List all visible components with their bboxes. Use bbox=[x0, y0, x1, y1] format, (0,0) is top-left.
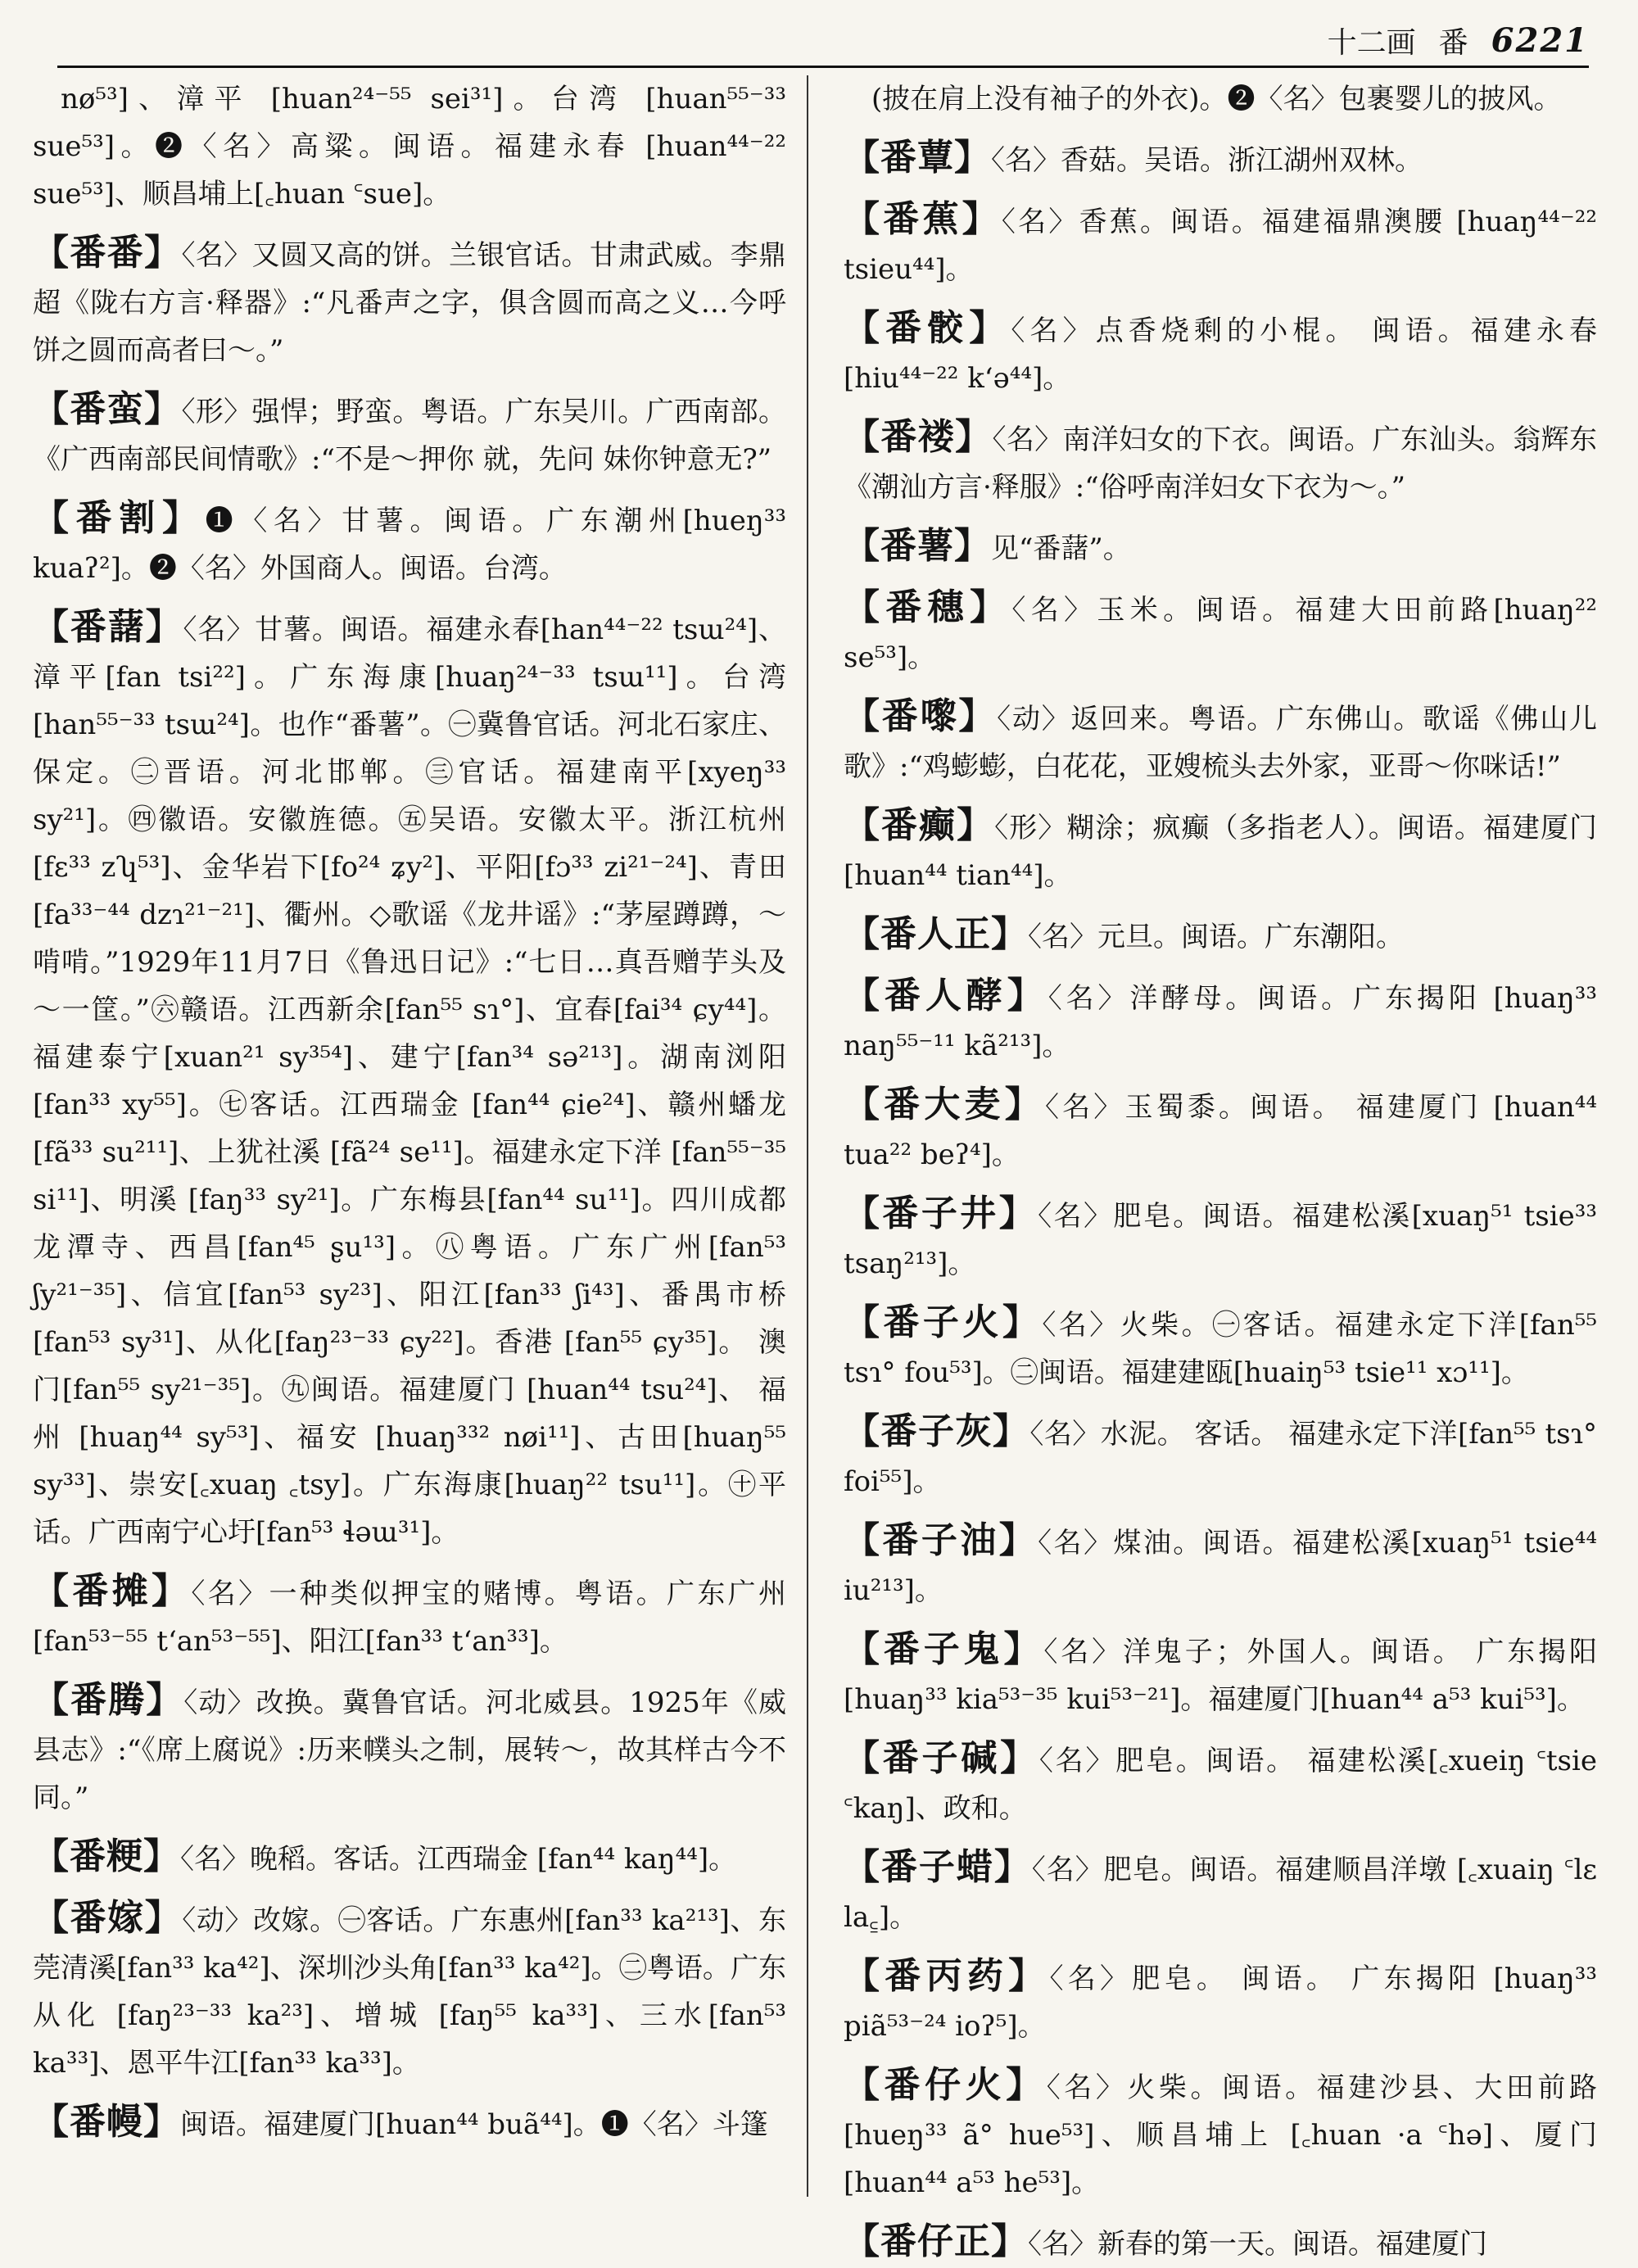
dictionary-entry bbox=[844, 134, 1597, 184]
dictionary-entry bbox=[844, 972, 1597, 1070]
entry-definition: 〈名〉元旦。闽语。广东潮阳。 bbox=[1028, 921, 1404, 953]
entry-definition: 〈名〉又圆又高的饼。兰银官话。甘肃武威。李鼎超《陇右方言·释器》:“凡番声之字，俱含圆而高之义…今呼饼之圆而高者曰～。” bbox=[33, 239, 787, 367]
dictionary-entry bbox=[33, 386, 786, 483]
entry-headword: 【番幔】 bbox=[33, 2101, 180, 2143]
dictionary-entry bbox=[844, 414, 1597, 511]
entry-headword: 【番摊】 bbox=[33, 1570, 192, 1612]
dictionary-entry bbox=[844, 802, 1597, 899]
dictionary-entry bbox=[844, 1190, 1597, 1288]
entry-definition: 〈动〉改嫁。㊀客话。广东惠州[fan³³ ka²¹³]、东莞清溪[fan³³ ka⁴²]、深圳沙头角[fan³³ ka⁴²]。㊁粤语。广东从化 [faŋ²³⁻³³ ka²³]、增城 [faŋ⁵⁵ ka³³]、三水[fan⁵³ ka³³]、恩平牛江[fan³³ ka³³]。 bbox=[33, 1904, 786, 2080]
dictionary-entry bbox=[844, 693, 1597, 790]
dictionary-entry bbox=[844, 305, 1597, 402]
dictionary-entry bbox=[844, 1735, 1597, 1832]
dictionary-entry bbox=[844, 1844, 1597, 1941]
entry-headword: 【番番】 bbox=[33, 232, 182, 274]
entry-definition: 〈名〉肥皂。 闽语。 广东揭阳 [huaŋ³³ piã⁵³⁻²⁴ ioʔ⁵]。 bbox=[844, 1962, 1597, 2043]
entry-headword: 【番穗】 bbox=[844, 586, 1012, 628]
entry-headword: 【番子鬼】 bbox=[844, 1628, 1044, 1670]
entry-definition: 〈名〉洋酵母。闽语。广东揭阳 [huaŋ³³ naŋ⁵⁵⁻¹¹ kã²¹³]。 bbox=[844, 982, 1598, 1062]
entry-definition: 〈名〉南洋妇女的下衣。闽语。广东汕头。翁辉东《潮汕方言·释服》:“俗呼南洋妇女下衣为～。” bbox=[844, 423, 1598, 504]
continued-text bbox=[33, 75, 786, 218]
dictionary-entry bbox=[844, 523, 1597, 573]
right-column bbox=[844, 75, 1598, 2262]
dictionary-entry bbox=[844, 1517, 1597, 1614]
section-label: 十二画 bbox=[1327, 25, 1416, 60]
entry-headword: 【番人酵】 bbox=[844, 975, 1048, 1016]
entry-headword: 【番子碱】 bbox=[844, 1737, 1039, 1779]
entry-definition: 〈动〉改换。冀鲁官话。河北威县。1925年《威县志》:“《席上腐说》:历来幞头之制，展转～，故其样古今不同。” bbox=[33, 1686, 787, 1814]
entry-headword: 【番癫】 bbox=[844, 804, 995, 846]
entry-headword: 【番割】 bbox=[33, 497, 206, 539]
entry-definition: 〈名〉肥皂。闽语。 福建松溪[꜀xueiŋ ꜂tsie ꜂kaŋ]、政和。 bbox=[844, 1745, 1598, 1825]
dictionary-entry bbox=[33, 495, 786, 592]
dictionary-entry bbox=[844, 2218, 1597, 2268]
entry-definition: nø⁵³]、漳平 [huan²⁴⁻⁵⁵ sei³¹]。台湾 [huan⁵⁵⁻³³ sue⁵³]。❷〈名〉高粱。闽语。福建永春 [huan⁴⁴⁻²² sue⁵³]、顺昌埔上[꜀huan ꜂sue]。 bbox=[33, 83, 786, 211]
entry-headword: 【番嫁】 bbox=[33, 1897, 183, 1939]
dictionary-entry bbox=[33, 1833, 786, 1883]
entry-definition: 〈名〉新春的第一天。闽语。福建厦门 bbox=[1028, 2228, 1487, 2261]
entry-headword: 【番人正】 bbox=[844, 913, 1028, 955]
dictionary-entry bbox=[844, 1953, 1597, 2050]
entry-definition: 〈名〉玉蜀黍。闽语。 福建厦门 [huan⁴⁴ tua²² beʔ⁴]。 bbox=[844, 1091, 1598, 1171]
entry-headword: 【番蕉】 bbox=[844, 198, 1002, 240]
radical-label: 番 bbox=[1438, 25, 1468, 60]
entry-headword: 【番嚟】 bbox=[844, 695, 998, 737]
entry-headword: 【番腾】 bbox=[33, 1679, 184, 1721]
entry-headword: 【番粳】 bbox=[33, 1836, 180, 1877]
entry-headword: 【番蛮】 bbox=[33, 388, 182, 430]
entry-headword: 【番子井】 bbox=[844, 1193, 1038, 1234]
dictionary-entry bbox=[844, 1081, 1597, 1179]
entry-definition: 〈形〉糊涂；疯癫（多指老人）。闽语。福建厦门 [huan⁴⁴ tian⁴⁴]。 bbox=[844, 812, 1598, 892]
entry-headword: 【番子火】 bbox=[844, 1301, 1043, 1343]
dictionary-entry bbox=[844, 1626, 1597, 1723]
entry-definition: 闽语。福建厦门[huan⁴⁴ buã⁴⁴]。❶〈名〉斗篷 bbox=[180, 2108, 768, 2141]
entry-headword: 【番仔火】 bbox=[844, 2064, 1047, 2106]
entry-definition: 〈名〉煤油。闽语。福建松溪[xuaŋ⁵¹ tsie⁴⁴ iu²¹³]。 bbox=[844, 1527, 1598, 1607]
entry-definition: 〈动〉返回来。粤语。广东佛山。歌谣《佛山儿歌》:“鸡蟛蟛，白花花，亚嫂梳头去外家，亚哥～你咪话!” bbox=[844, 703, 1598, 783]
dictionary-entry bbox=[844, 1299, 1597, 1397]
entry-definition: 〈名〉水泥。 客话。 福建永定下洋[fan⁵⁵ tsɿ° foi⁵⁵]。 bbox=[844, 1418, 1598, 1498]
entry-headword: 【番褛】 bbox=[844, 416, 993, 458]
left-column bbox=[33, 75, 786, 2197]
dictionary-entry bbox=[844, 196, 1597, 293]
column-divider bbox=[807, 75, 808, 2197]
entry-headword: 【番子油】 bbox=[844, 1519, 1038, 1561]
dictionary-entry bbox=[33, 604, 786, 1556]
entry-definition: 〈名〉甘薯。闽语。福建永春[han⁴⁴⁻²² tsɯ²⁴]、漳平[fan tsi²²]。广东海康[huaŋ²⁴⁻³³ tsɯ¹¹]。台湾[han⁵⁵⁻³³ tsɯ²⁴]。也作“番薯”。㊀冀鲁官话。河北石家庄、保定。㊁晋语。河北邯郸。㊂官话。福建南平[xyeŋ³³ sy²¹]。㊃徽语。安徽旌德。㊄吴语。安徽太平。浙江杭州[fɛ³³ zʮ⁵³]、金华岩下[fo²⁴ ʑy²]、平阳[fɔ³³ zi²¹⁻²⁴]、青田[fa³³⁻⁴⁴ dzɿ²¹⁻²¹]、衢州。◇歌谣《龙井谣》:“茅屋蹲蹲，～啃啃。”1929年11月7日《鲁迅日记》:“七日…真吾赠芋头及～一筐。”㊅赣语。江西新余[fan⁵⁵ sɿ°]、宜春[fai³⁴ ɕy⁴⁴]。福建泰宁[xuan²¹ sy³⁵⁴]、建宁[fan³⁴ sə²¹³]。湖南浏阳 [fan³³ xy⁵⁵]。㊆客话。江西瑞金 [fan⁴⁴ ɕie²⁴]、赣州蟠龙 [fã³³ su²¹¹]、上犹社溪 [fã²⁴ se¹¹]。福建永定下洋 [fan⁵⁵⁻³⁵ si¹¹]、明溪 [faŋ³³ sy²¹]。广东梅县[fan⁴⁴ su¹¹]。四川成都龙潭寺、西昌[fan⁴⁵ ʂu¹³]。㊇粤语。广东广州[fan⁵³ ʃy²¹⁻³⁵]、信宜[fan⁵³ sy²³]、阳江[fan³³ ʃi⁴³]、番禺市桥[fan⁵³ sy³¹]、从化[faŋ²³⁻³³ ɕy²²]。香港 [fan⁵⁵ ɕy³⁵]。 澳门[fan⁵⁵ sy²¹⁻³⁵]。㊈闽语。福建厦门 [huan⁴⁴ tsu²⁴]、 福州 [huaŋ⁴⁴ sy⁵³]、福安 [huaŋ³³² nøi¹¹]、古田[huaŋ⁵⁵ sy³³]、崇安[꜀xuaŋ ꜀tsy]。广东海康[huaŋ²² tsu¹¹]。㊉平话。广西南宁心圩[fan⁵³ ɬəɯ³¹]。 bbox=[33, 613, 787, 1549]
dictionary-entry bbox=[33, 229, 786, 374]
entry-definition: 〈名〉肥皂。闽语。福建顺昌洋墩 [꜀xuaiŋ ꜂lɛ la꜁]。 bbox=[844, 1854, 1598, 1934]
entry-headword: 【番大麦】 bbox=[844, 1084, 1045, 1125]
dictionary-entry bbox=[33, 1568, 786, 1665]
entry-headword: 【番藷】 bbox=[33, 606, 183, 648]
entry-headword: 【番蕈】 bbox=[844, 137, 991, 179]
entry-definition: 〈名〉火柴。闽语。福建沙县、大田前路 [hueŋ³³ ã° hue⁵³]、顺昌埔上 [꜀huan ·a ꜂hə]、厦门[huan⁴⁴ a⁵³ he⁵³]。 bbox=[844, 2071, 1598, 2199]
dictionary-entry bbox=[844, 2062, 1597, 2207]
entry-definition: 〈名〉玉米。闽语。福建大田前路[huaŋ²² se⁵³]。 bbox=[844, 594, 1597, 674]
entry-headword: 【番仔正】 bbox=[844, 2220, 1028, 2262]
entry-definition: (披在肩上没有袖子的外衣)。❷〈名〉包裹婴儿的披风。 bbox=[871, 83, 1562, 115]
dictionary-entry bbox=[844, 1408, 1597, 1505]
entry-headword: 【番子蜡】 bbox=[844, 1846, 1032, 1888]
entry-definition: 〈名〉肥皂。闽语。福建松溪[xuaŋ⁵¹ tsie³³ tsaŋ²¹³]。 bbox=[844, 1200, 1598, 1280]
entry-headword: 【番丙药】 bbox=[844, 1955, 1050, 1997]
entry-definition: ❶〈名〉甘薯。闽语。广东潮州[hueŋ³³ kuaʔ²]。❷〈名〉外国商人。闽语。台湾。 bbox=[33, 505, 786, 585]
dictionary-entry bbox=[844, 584, 1597, 681]
entry-definition: 〈名〉晚稻。客话。江西瑞金 [fan⁴⁴ kaŋ⁴⁴]。 bbox=[180, 1843, 737, 1876]
entry-definition: 〈名〉一种类似押宝的赌博。粤语。广东广州[fan⁵³⁻⁵⁵ t‘an⁵³⁻⁵⁵]、阳江[fan³³ t‘an³³]。 bbox=[33, 1578, 787, 1658]
entry-headword: 【番骹】 bbox=[844, 307, 1011, 349]
entry-definition: 〈名〉火柴。㊀客话。福建永定下洋[fan⁵⁵ tsɿ° fou⁵³]。㊁闽语。福建建瓯[huaiŋ⁵³ tsie¹¹ xɔ¹¹]。 bbox=[844, 1309, 1598, 1389]
entry-definition: 见“番藷”。 bbox=[991, 532, 1131, 565]
page-header bbox=[57, 15, 1589, 66]
dictionary-entry bbox=[844, 911, 1597, 961]
page-number: 6221 bbox=[1491, 20, 1589, 60]
entry-headword: 【番薯】 bbox=[844, 525, 991, 567]
entry-headword: 【番子灰】 bbox=[844, 1410, 1030, 1452]
continued-text bbox=[844, 75, 1597, 123]
dictionary-entry bbox=[33, 2098, 786, 2148]
dictionary-entry bbox=[33, 1677, 786, 1822]
entry-definition: 〈形〉强悍；野蛮。粤语。广东吴川。广西南部。《广西南部民间情歌》:“不是～押你 就，先问 妹你钟意无?” bbox=[33, 396, 787, 476]
dictionary-entry bbox=[33, 1895, 786, 2087]
entry-definition: 〈名〉香菇。吴语。浙江湖州双林。 bbox=[991, 144, 1423, 177]
header-rule bbox=[57, 66, 1589, 68]
entry-definition: 〈名〉洋鬼子；外国人。闽语。 广东揭阳 [huaŋ³³ kia⁵³⁻³⁵ kui⁵³⁻²¹]。福建厦门[huan⁴⁴ a⁵³ kui⁵³]。 bbox=[844, 1636, 1597, 1716]
entry-definition: 〈名〉香蕉。闽语。福建福鼎澳腰 [huaŋ⁴⁴⁻²² tsieu⁴⁴]。 bbox=[844, 206, 1598, 286]
entry-definition: 〈名〉点香烧剩的小棍。 闽语。福建永春 [hiu⁴⁴⁻²² k‘ə⁴⁴]。 bbox=[844, 315, 1598, 395]
